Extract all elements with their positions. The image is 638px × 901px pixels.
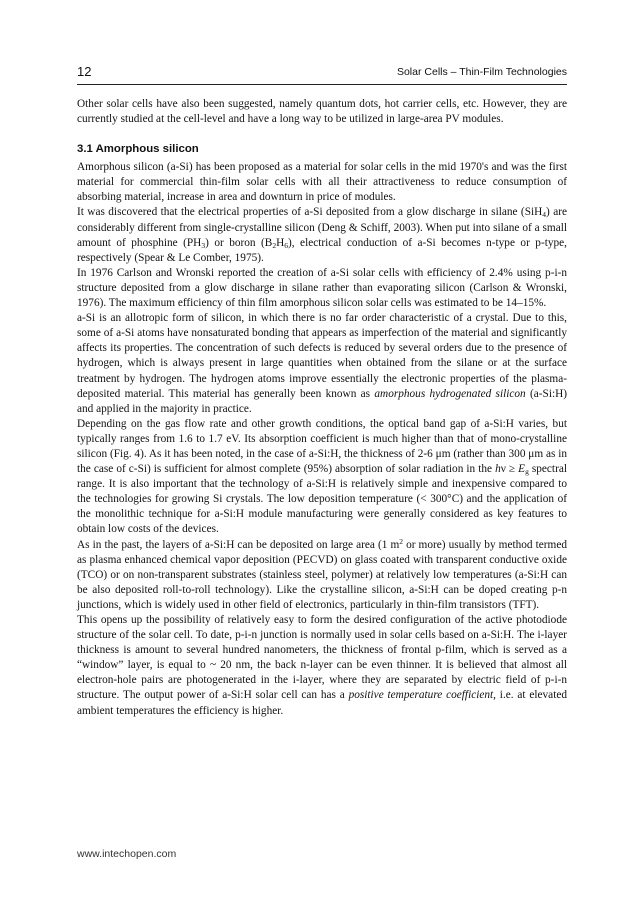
section-heading: 3.1 Amorphous silicon	[77, 143, 199, 156]
paragraph: It was discovered that the electrical properties of a-Si deposited from a glow discharge in silane (SiH$_4$) are considerably different from single-crystalline silicon (Deng & Schiff, 2003). When put into silane of a small amount of phosphine $(PH_3)$ or boron $(B_2H_6)$, electrical conduction of a-Si becomes n-type or p-type, respectively (Spear & Le Comber, 1975).	[77, 206, 567, 264]
page-header	[77, 62, 567, 85]
paragraph: As in the past, the layers of a-Si:H can be deposited on large area (1 $m^2$ or more) usually by method termed as plasma enhanced chemical vapor deposition (PECVD) on glass coated with transparent conductive oxide (TCO) or on non-transparent substrates (stainless steel, polymer) at relatively low temperatures (a-Si:H can be also deposited roll-to-roll technology). Like the crystalline silicon, a-Si:H can be doped creating p-n junctions, which is widely used in other field of electronics, particularly in thin-film transistors (TFT).	[77, 536, 567, 611]
italic-term: positive temperature coefficient	[348, 689, 494, 702]
footer-url: www.intechopen.com	[77, 848, 177, 860]
paragraph: Depending on the gas flow rate and other growth conditions, the optical band gap of a-Si:H varies, but typically ranges from 1.6 to 1.7 eV. Its absorption coefficient is much higher than that of mono-crystalline silicon (Fig. 4). As it has been noted, in the case of a-Si:H, the thickness of 2-6 μm (rather than 300 μm as in the case of c-Si) is sufficient for almost complete (95%) absorption of solar radiation in the $h\nu \ge E_g$ spectral range. It is also important that the technology of a-Si:H is relatively simple and inexpensive compared to the technologies for growing Si crystals. The low deposition temperature (< 300°C) and the application of the monolithic technique for a-Si:H module manufacturing were generally considered as key features to obtain low costs of the devices.	[77, 417, 567, 536]
paragraph: a-Si is an allotropic form of silicon, in which there is no far order characteristic of a crystal. Due to this, some of a-Si atoms have nonsaturated bonding that appears as imperfection of the material and significantly affects its properties. The concentration of such defects is reduced by several orders due to the presence of hydrogen, which is always present in large quantities when obtained from the silane or at the surface treatment by hydrogen. The hydrogen atoms improve essentially the electronic properties of the plasma-deposited material. This material has generally been known as amorphous hydrogenated silicon (a-Si:H) and applied in the majority in practice.	[77, 312, 568, 415]
paragraph: In 1976 Carlson and Wronski reported the creation of a-Si solar cells with efficiency of 2.4% using p-i-n structure deposited from a glow discharge in silane rather than evaporating silicon (Carlson & Wronski, 1976). The maximum efficiency of thin film amorphous silicon solar cells was estimated to be 14–15%.	[77, 266, 567, 310]
paragraph: Amorphous silicon (a-Si) has been proposed as a material for solar cells in the mid 1970's and was the first material for commercial thin-film solar cells with all their attractiveness to reduce consumption of absorbing material, increase in area and downturn in price of modules.	[77, 161, 567, 204]
paragraph: This opens up the possibility of relatively easy to form the desired configuration of the active photodiode structure of the solar cell. To date, p-i-n junction is normally used in solar cells based on a-Si:H. The i-layer thickness is amount to several hundred nanometers, the thickness of frontal p-film, which is served as a “window” layer, is equal to ~ 20 nm, the back n-layer can be even thinner. It is believed that almost all electron-hole pairs are photogenerated in the i-layer, where they are separated by electric field of p-i-n structure. The output power of a-Si:H solar cell can has a positive temperature coefficient, i.e. at elevated ambient temperatures the efficiency is higher.	[77, 614, 567, 717]
intro-paragraph: Other solar cells have also been suggested, namely quantum dots, hot carrier cells, etc. However, they are currently studied at the cell-level and have a long way to be utilized in large-area PV modules.	[77, 98, 567, 126]
page-number: 12	[77, 64, 92, 79]
running-title: Solar Cells – Thin-Film Technologies	[396, 66, 567, 78]
italic-term: amorphous hydrogenated silicon	[374, 387, 526, 400]
body-text	[77, 97, 567, 719]
